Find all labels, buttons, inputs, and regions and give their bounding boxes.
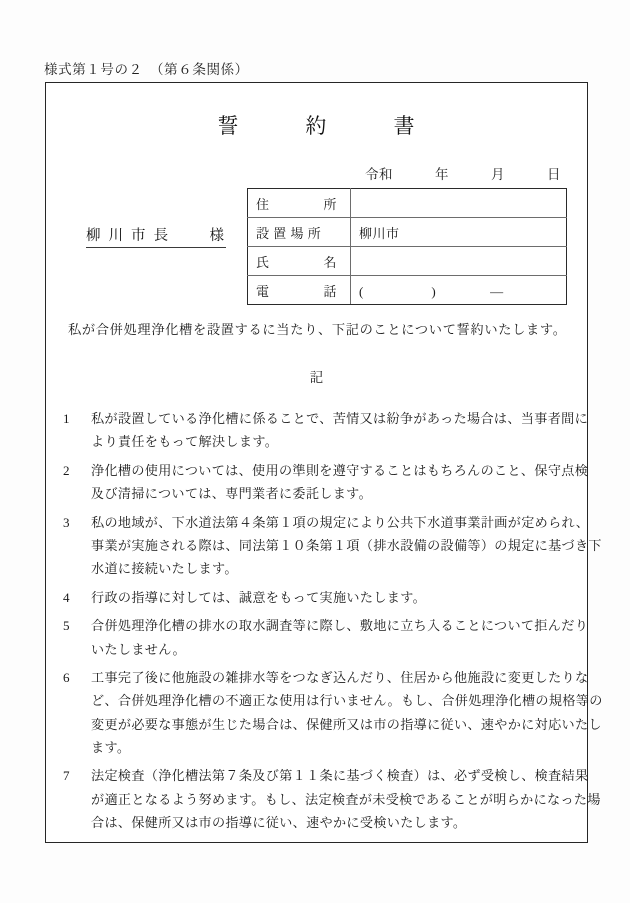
list-item — [62, 459, 589, 505]
installation-site-row-value[interactable]: 柳川市 — [351, 218, 567, 247]
list-item — [62, 586, 576, 609]
clause-line: 私が設置している浄化槽に係ることで、苦情又は紛争があった場合は、当事者間に — [91, 411, 589, 426]
clause-number: 2 — [63, 462, 70, 478]
clause-line: 変更が必要な事態が生じた場合は、保健所又は市の指導に従い、速やかに対応いたし — [91, 716, 602, 732]
clause-text — [91, 764, 601, 834]
table-row — [248, 189, 567, 218]
addressee-label: 柳 川 市 長 様 — [86, 224, 226, 248]
clause-number: 7 — [63, 768, 70, 784]
name-row-label: 氏 名 — [248, 247, 351, 276]
clause-line: 合は、保健所又は市の指導に従い、速やかに受検いたします。 — [91, 814, 467, 830]
clause-text — [91, 666, 603, 759]
list-item — [62, 407, 589, 453]
clause-line: ど、合併処理浄化槽の不適正な使用は行いません。もし、合併処理浄化槽の規格等の — [91, 693, 603, 709]
clause-line: より責任をもって解決します。 — [91, 434, 279, 450]
clause-line: 浄化槽の使用については、使用の準則を遵守することはもちろんのこと、保守点検 — [91, 462, 589, 478]
clause-text — [91, 459, 588, 505]
phone-row-label: 電 話 — [248, 276, 351, 305]
clause-number: 3 — [63, 514, 70, 530]
document-frame — [45, 82, 603, 843]
document-frame-inner — [46, 83, 603, 842]
clause-line: 行政の指導に対しては、誠意をもって実施いたします。 — [91, 589, 427, 605]
address-row-label: 住 所 — [248, 189, 351, 218]
date-line: 令和 年 月 日 — [365, 167, 561, 182]
clause-line: いたしません。 — [91, 641, 186, 657]
page-title: 誓 約 書 — [217, 114, 416, 138]
name-row-value[interactable] — [351, 247, 567, 276]
applicant-info-table — [247, 188, 567, 305]
table-row — [248, 218, 567, 247]
address-row-value[interactable] — [351, 189, 567, 218]
clause-line: 法定検査（浄化槽法第７条及び第１１条に基づく検査）は、必ず受検し、検査結果 — [91, 768, 589, 784]
clause-line: 及び清掃については、専門業者に委託します。 — [91, 486, 373, 502]
clause-text — [91, 511, 602, 581]
phone-row-value[interactable]: ( ) — — [351, 276, 567, 305]
list-item — [62, 666, 603, 759]
clause-number: 1 — [63, 411, 70, 426]
clause-list — [62, 407, 603, 839]
clause-line: 私の地域が、下水道法第４条第１項の規定により公共下水道事業計画が定められ、 — [91, 514, 590, 530]
clause-line: 工事完了後に他施設の雑排水等をつなぎ込んだり、住居から他施設に変更したりな — [91, 670, 589, 686]
clause-number: 5 — [63, 618, 70, 634]
table-row — [248, 276, 567, 305]
clause-line: 合併処理浄化槽の排水の取水調査等に際し、敷地に立ち入ることについて拒んだり — [91, 618, 589, 634]
ki-marker: 記 — [309, 370, 324, 385]
lead-sentence: 私が合併処理浄化槽を設置するに当たり、下記のことについて誓約いたします。 — [68, 322, 567, 337]
clause-text — [91, 407, 588, 453]
clause-line: が適正となるよう努めます。もし、法定検査が未受検であることが明らかになった場 — [91, 791, 601, 807]
clause-line: ます。 — [91, 739, 131, 755]
list-item — [62, 764, 601, 834]
clause-line: 事業が実施される際は、同法第１０条第１項（排水設備の設備等）の規定に基づき下 — [91, 537, 602, 553]
clause-number: 6 — [63, 670, 70, 686]
clause-text — [91, 586, 576, 609]
installation-site-row-label: 設 置 場 所 — [248, 218, 351, 247]
clause-line: 水道に接続いたします。 — [91, 561, 238, 577]
clause-number: 4 — [63, 589, 70, 605]
applicant-info-table-body — [248, 189, 567, 305]
list-item — [62, 511, 602, 581]
list-item — [62, 614, 589, 660]
form-number-label: 様式第１号の２ （第６条関係） — [44, 62, 249, 77]
table-row — [248, 247, 567, 276]
clause-text — [91, 614, 588, 660]
